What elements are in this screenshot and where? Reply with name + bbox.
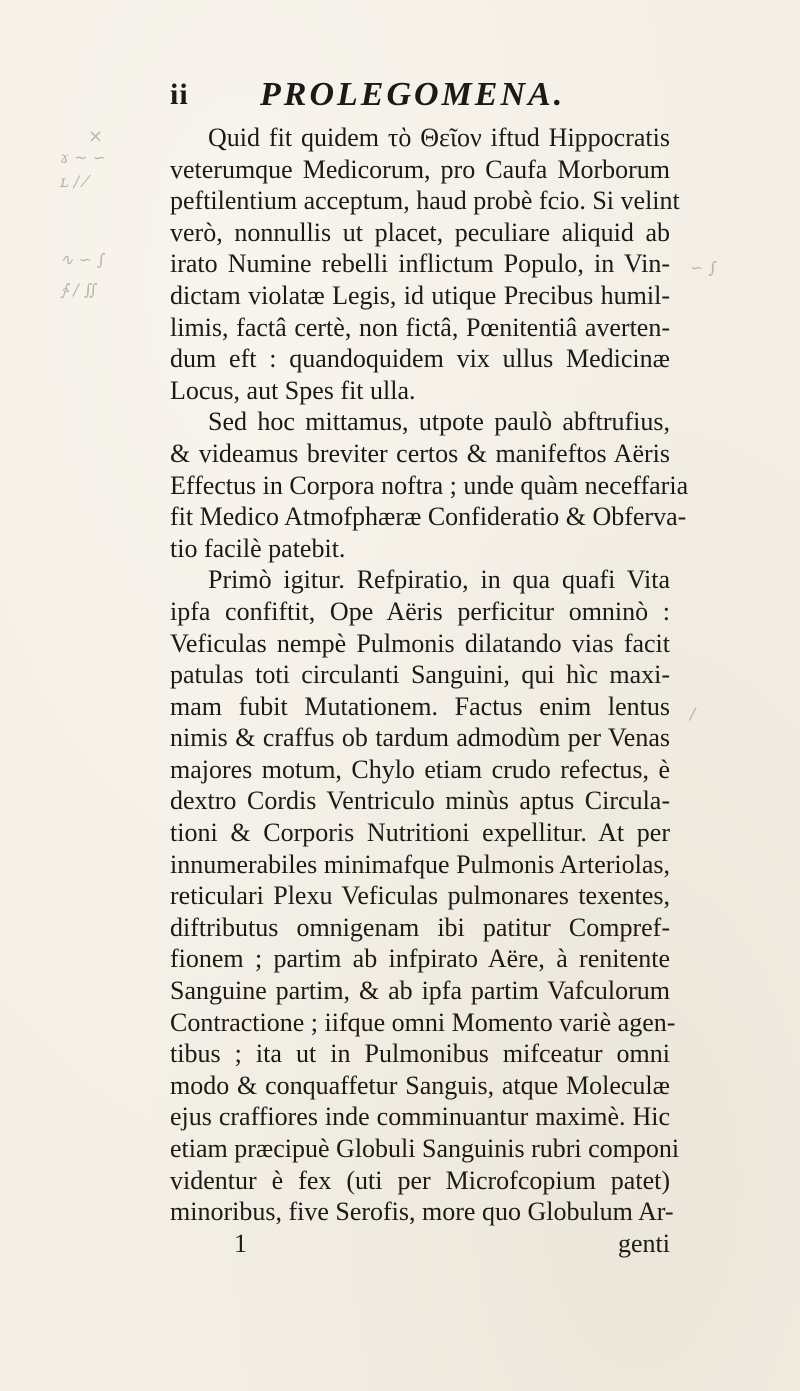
text-line: & videamus breviter certos & manifeftos Aëris (170, 438, 670, 468)
body-text (170, 122, 689, 1259)
text-line: Effectus in Corpora noftra ; unde quàm neceffaria (170, 470, 689, 500)
text-line: Quid fit quidem τὸ Θεῖον iftud Hippocratis (208, 123, 670, 152)
page-header (170, 76, 680, 116)
page-number: ii (170, 78, 189, 111)
marginal-annotation-mark: ʟ ∕ ⁄ (60, 172, 87, 191)
text-line: innumerabiles minimafque Pulmonis Arteriolas, (170, 849, 670, 879)
text-line: nimis & craffus ob tardum admodùm per Venas (170, 723, 670, 753)
text-line: tio facilè patebit. (170, 533, 346, 563)
marginal-annotation-mark: ∕ (690, 704, 696, 723)
text-line: patulas toti circulanti Sanguini, qui hìc maxi- (170, 660, 670, 690)
text-line: dextro Cordis Ventriculo minùs aptus Circula- (170, 786, 670, 816)
text-line: Contractione ; iifque omni Momento variè agen- (170, 1007, 676, 1037)
text-line: reticulari Plexu Veficulas pulmonares texentes, (170, 881, 670, 911)
text-line: ejus craffiores inde comminuantur maximè. Hic (170, 1102, 670, 1132)
marginal-annotation-mark: ∿ ∽ ∫ (60, 250, 106, 269)
marginal-annotation-mark: ∱ ∕ ∬ (60, 280, 98, 299)
text-line: fit Medico Atmofphæræ Confideratio & Obferva- (170, 502, 687, 532)
marginal-annotation-mark: ɤ ~ ∽ (60, 148, 107, 167)
text-line: mam fubit Mutationem. Factus enim lentus (170, 691, 670, 721)
text-line: Sed hoc mittamus, utpote paulò abftrufius, (208, 407, 670, 437)
catchword: genti (618, 1228, 670, 1258)
text-line: etiam præcipuè Globuli Sanguinis rubri componi (170, 1134, 680, 1163)
text-line: videntur è fex (uti per Microfcopium patet) (170, 1165, 670, 1195)
text-line: Locus, aut Spes fit ulla. (170, 375, 416, 405)
text-line: Sanguine partim, & ab ipfa partim Vafculorum (170, 976, 670, 1006)
text-line: Veficulas nempè Pulmonis dilatando vias facit (170, 628, 670, 658)
text-line: tibus ; ita ut in Pulmonibus mifceatur omni (170, 1039, 670, 1069)
text-line: majores motum, Chylo etiam crudo refectus, è (170, 754, 670, 784)
text-line: diftributus omnigenam ibi patitur Compref- (170, 912, 670, 942)
running-title: PROLEGOMENA. (260, 76, 566, 113)
text-line: ipfa confiftit, Ope Aëris perficitur omninò : (170, 596, 670, 626)
text-line: tioni & Corporis Nutritioni expellitur. At per (170, 818, 670, 848)
text-line: fionem ; partim ab infpirato Aëre, à renitente (170, 944, 670, 974)
text-line: irato Numine rebelli inflictum Populo, in Vin- (170, 249, 670, 279)
marginal-annotation-mark: × (88, 126, 104, 147)
signature-mark: 1 (234, 1228, 247, 1258)
text-line: veterumque Medicorum, pro Caufa Morborum (170, 154, 670, 184)
text-line: dictam violatæ Legis, id utique Precibus humil- (170, 280, 670, 310)
text-line: limis, factâ certè, non fictâ, Pœnitentiâ averten- (170, 312, 670, 342)
marginal-annotation-mark: ∽ ∫ (690, 258, 717, 277)
text-line: Primò igitur. Refpiratio, in qua quafi Vita (208, 565, 670, 595)
text-line: minoribus, five Serofis, more quo Globulum Ar- (170, 1197, 674, 1227)
footer-line (170, 1228, 670, 1260)
text-line: verò, nonnullis ut placet, peculiare aliquid ab (170, 217, 670, 247)
text-line: peftilentium acceptum, haud probè fcio. Si velint (170, 186, 680, 216)
text-line: modo & conquaffetur Sanguis, atque Moleculæ (170, 1070, 670, 1100)
text-line: dum eft : quandoquidem vix ullus Medicinæ (170, 344, 670, 374)
